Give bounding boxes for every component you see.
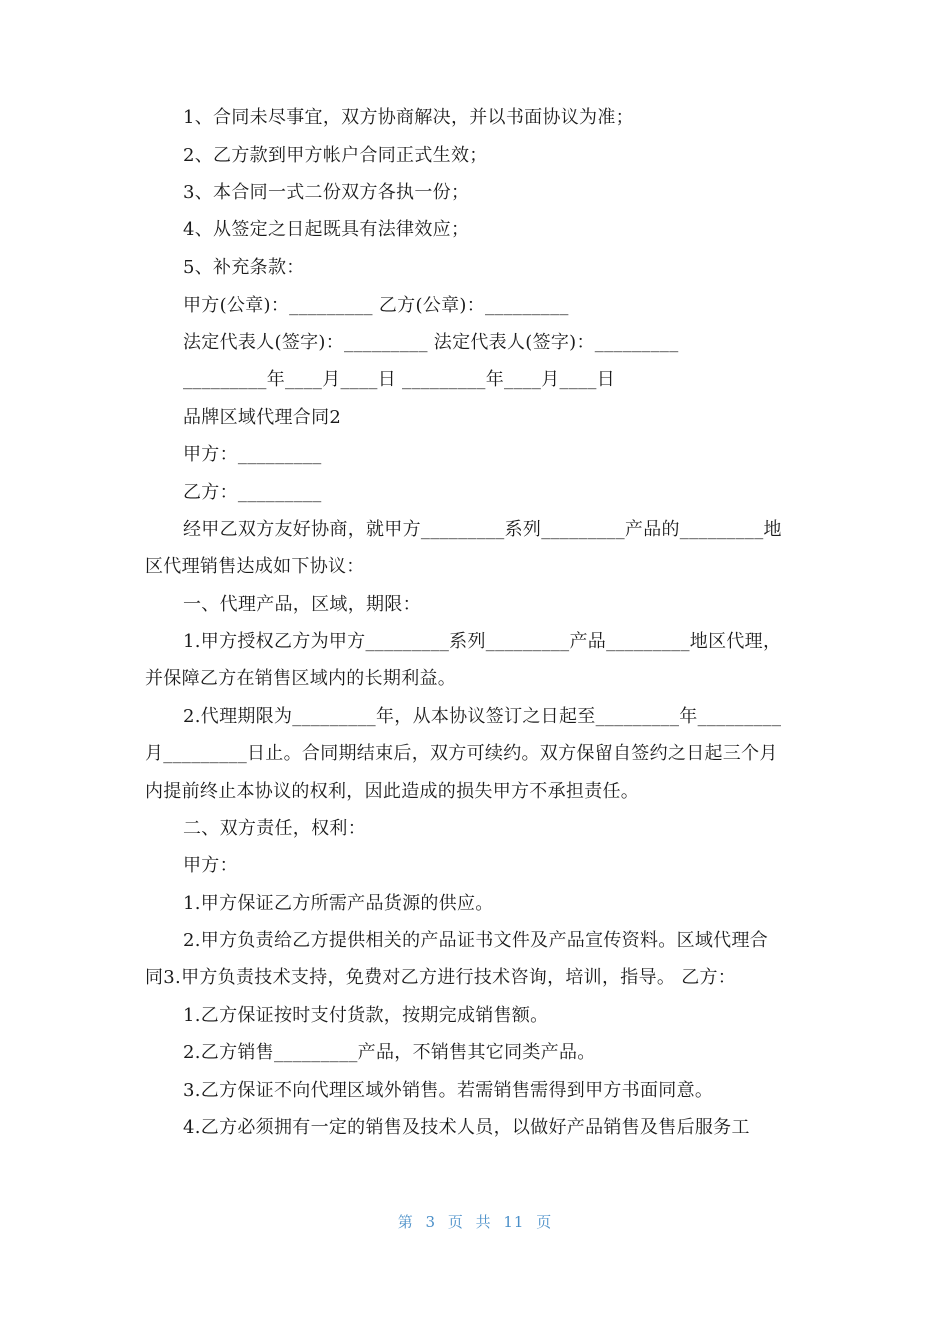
paragraph-line: 经甲乙双方友好协商，就甲方_________系列_________产品的_________地 (183, 519, 782, 540)
paragraph-line: 4.乙方必须拥有一定的销售及技术人员，以做好产品销售及售后服务工 (183, 1117, 750, 1138)
page-number: 第 3 页 共 11 页 (397, 1213, 553, 1231)
paragraph-line: 2.乙方销售_________产品，不销售其它同类产品。 (183, 1042, 596, 1063)
paragraph-line: 1.甲方授权乙方为甲方_________系列_________产品_________地区代理， (183, 631, 782, 652)
party-heading: 甲方： (183, 855, 238, 876)
paragraph-line: 内提前终止本协议的权利，因此造成的损失甲方不承担责任。 (145, 781, 640, 802)
paragraph-line: 2.代理期限为_________年，从本协议签订之日起至_________年_________ (183, 706, 782, 727)
clause-line: 2、乙方款到甲方帐户合同正式生效； (183, 145, 488, 166)
party-line: 甲方：_________ (183, 444, 322, 465)
section-heading: 一、代理产品，区域，期限： (183, 594, 421, 615)
paragraph-line: 2.甲方负责给乙方提供相关的产品证书文件及产品宣传资料。区域代理合 (183, 930, 769, 951)
signature-line: 法定代表人(签字)：_________ 法定代表人(签字)：_________ (183, 332, 679, 353)
paragraph-line: 1.乙方保证按时支付货款，按期完成销售额。 (183, 1005, 549, 1026)
contract-title: 品牌区域代理合同2 (183, 407, 342, 428)
paragraph-line: 月_________日止。合同期结束后，双方可续约。双方保留自签约之日起三个月 (145, 743, 778, 764)
paragraph-line: 同3.甲方负责技术支持，免费对乙方进行技术咨询，培训，指导。 乙方： (145, 967, 737, 988)
date-line: _________年____月____日 _________年____月____日 (183, 369, 616, 390)
section-heading: 二、双方责任，权利： (183, 818, 366, 839)
clause-line: 5、补充条款： (183, 257, 305, 278)
paragraph-line: 并保障乙方在销售区域内的长期利益。 (145, 668, 457, 689)
clause-line: 1、合同未尽事宜，双方协商解决，并以书面协议为准； (183, 107, 634, 128)
clause-line: 3、本合同一式二份双方各执一份； (183, 182, 470, 203)
paragraph-line: 3.乙方保证不向代理区域外销售。若需销售需得到甲方书面同意。 (183, 1080, 714, 1101)
paragraph-line: 1.甲方保证乙方所需产品货源的供应。 (183, 893, 494, 914)
paragraph-line: 区代理销售达成如下协议： (145, 556, 365, 577)
signature-line: 甲方(公章)：_________ 乙方(公章)：_________ (183, 295, 569, 316)
clause-line: 4、从签定之日起既具有法律效应； (183, 219, 470, 240)
party-line: 乙方：_________ (183, 482, 322, 503)
